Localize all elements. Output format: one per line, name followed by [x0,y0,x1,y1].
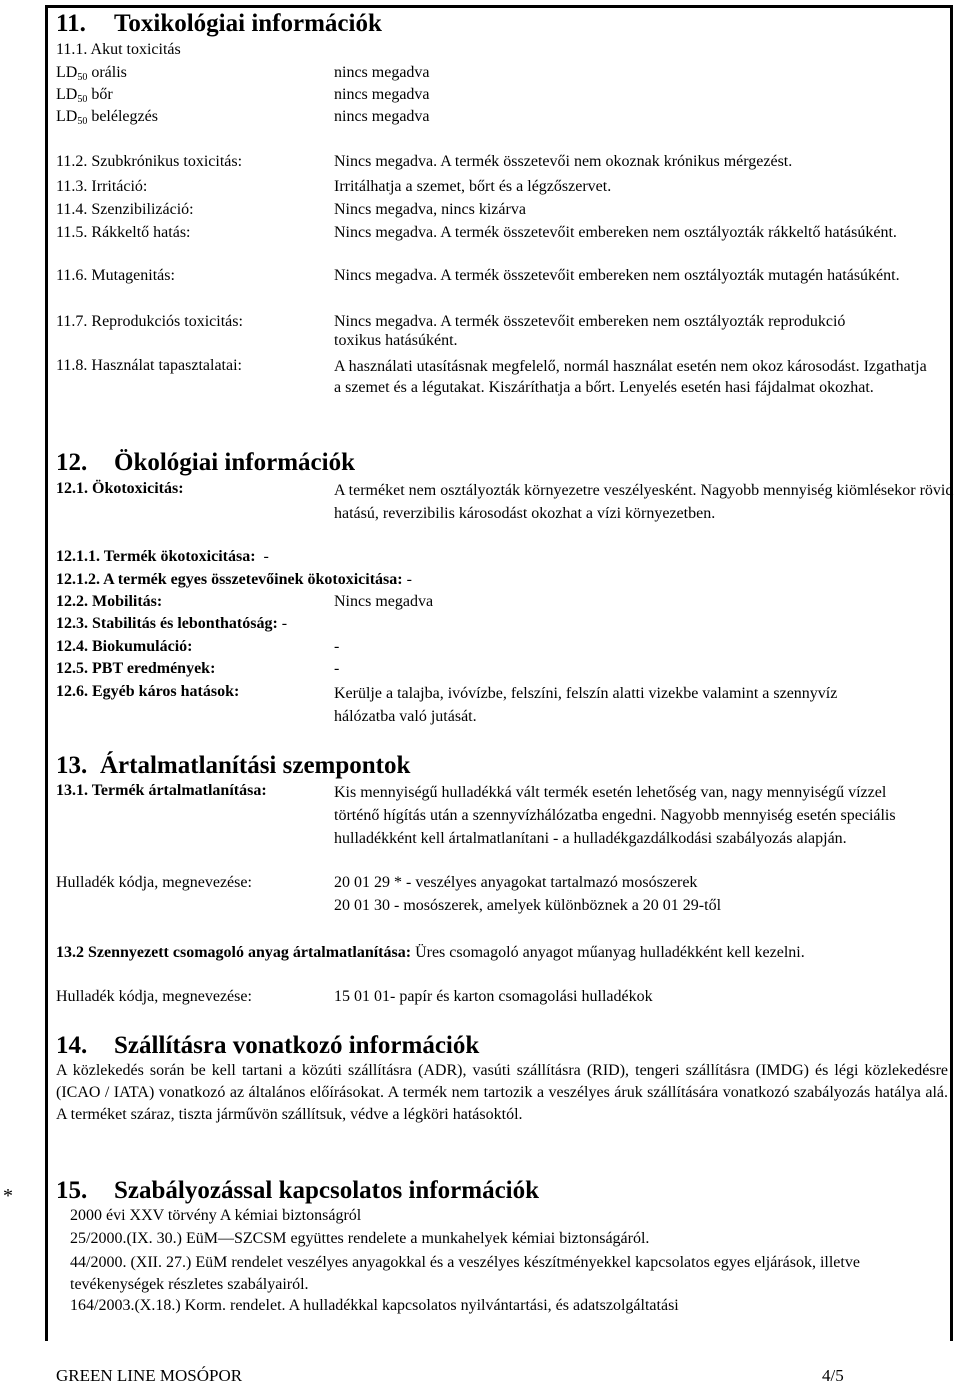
revision-marker: * [3,1185,13,1207]
product-disposal-label: 13.1. Termék ártalmatlanítása: [56,782,267,799]
ld50-oral-value: nincs megadva [334,64,430,81]
irritation-label: 11.3. Irritáció: [56,178,148,195]
regulation-line-4: 164/2003.(X.18.) Korm. rendelet. A hulladékkal kapcsolatos nyilvántartási, és adatszolgáltatási [70,1297,679,1314]
sensitization-value: Nincs megadva, nincs kizárva [334,201,526,218]
section-13-heading: 13. Ártalmatlanítási szempontok [56,752,411,779]
section-11-heading: 11. Toxikológiai információk [56,10,382,37]
regulation-line-3: 44/2000. (XII. 27.) EüM rendelet veszélyes anyagokkal és a veszélyes készítményekkel kapcsolatos egyes eljárások, illetve tevékenységek részletes szabályairól. [70,1254,860,1293]
carcinogenicity-label: 11.5. Rákkeltő hatás: [56,224,191,241]
footer-product-name: GREEN LINE MOSÓPOR [56,1366,243,1385]
ecotoxicity-label: 12.1. Ökotoxicitás: [56,480,184,497]
mobility-label: 12.2. Mobilitás: [56,593,163,610]
waste-code-1: 20 01 29 * - veszélyes anyagokat tartalmazó mosószerek [334,874,698,891]
section-15-heading: 15. Szabályozással kapcsolatos információk [56,1177,540,1204]
regulation-line-2: 25/2000.(IX. 30.) EüM—SZCSM együttes rendelete a munkahelyek kémiai biztonságáról. [70,1230,650,1247]
product-ecotoxicity-row: 12.1.1. Termék ökotoxicitása: - [56,548,269,565]
ld50-inhalation-label: $LD_{50}$ belélegzés [56,108,158,127]
components-ecotoxicity-row: 12.1.2. A termék egyes összetevőinek ökotoxicitása: - [56,571,412,588]
section-14-heading: 14. Szállításra vonatkozó információk [56,1032,480,1059]
irritation-value: Irritálhatja a szemet, bőrt és a légzőszervet. [334,178,612,195]
ld50-oral-label: $LD_{50}$ orális [56,64,127,83]
degradability-row: 12.3. Stabilitás és lebonthatóság: - [56,615,288,632]
reproductive-toxicity-label: 11.7. Reprodukciós toxicitás: [56,313,243,330]
ld50-skin-label: $LD_{50}$ bőr [56,86,113,105]
ld50-inhalation-value: nincs megadva [334,108,430,125]
usage-experience-value: A használati utasításnak megfelelő, normál használat esetén nem okoz károsodást. Izgathatja a szemet és a légutakat. Kiszáríthatja a bőrt. Lenyelés esetén hasi fájdalmat okozhat. [334,358,927,396]
pbt-label: 12.5. PBT eredmények: [56,660,216,677]
acute-toxicity-subheading: 11.1. Akut toxicitás [56,41,181,58]
subchronic-label: 11.2. Szubkrónikus toxicitás: [56,153,243,170]
packaging-waste-code-label: Hulladék kódja, megnevezése: [56,988,252,1005]
pbt-value: - [334,660,340,677]
packaging-disposal-row: 13.2 Szennyezett csomagoló anyag ártalmatlanítása: Üres csomagoló anyagot műanyag hulladékként kell kezelni. [56,944,805,961]
other-effects-label: 12.6. Egyéb káros hatások: [56,683,240,700]
waste-code-label: Hulladék kódja, megnevezése: [56,874,252,891]
waste-code-2: 20 01 30 - mosószerek, amelyek különböznek a 20 01 29-től [334,897,722,914]
bioaccumulation-value: - [334,638,340,655]
product-disposal-value: Kis mennyiségű hulladékká vált termék esetén lehetőség van, nagy mennyiségű vízzel történő hígítás után a szennyvízhálózatba engedni. Nagyobb mennyiség esetén speciális hulladékként kell ártalmatlanítani - a hulladékgazdálkodási szabályozás alapján. [334,784,896,847]
transport-text: A közlekedés során be kell tartani a közúti szállításra (ADR), vasúti szállításra (RID), tengeri szállításra (IMDG) és légi közlekedésre (ICAO / IATA) vonatkozó az általános előírásokat. A termék nem tartozik a veszélyes áruk szállítására vonatkozó szabályozás hatálya alá. A terméket száraz, tiszta járművön szállítsuk, védve a légköri hatásoktól. [56,1062,948,1123]
sensitization-label: 11.4. Szenzibilizáció: [56,201,194,218]
regulation-line-1: 2000 évi XXV törvény A kémiai biztonságról [70,1207,362,1224]
subchronic-value: Nincs megadva. A termék összetevői nem okoznak krónikus mérgezést. [334,153,793,170]
usage-experience-label: 11.8. Használat tapasztalatai: [56,357,242,374]
bioaccumulation-label: 12.4. Biokumuláció: [56,638,193,655]
mutagenicity-value: Nincs megadva. A termék összetevőit embereken nem osztályozták mutagén hatásúként. [334,267,900,284]
packaging-waste-code-value: 15 01 01- papír és karton csomagolási hulladékok [334,988,653,1005]
carcinogenicity-value: Nincs megadva. A termék összetevőit embereken nem osztályozták rákkeltő hatásúként. [334,224,897,241]
ecotoxicity-value: A terméket nem osztályozták környezetre veszélyesként. Nagyobb mennyiség kiömlésekor rövid hatású, reverzibilis károsodást okozhat a vízi környezetben. [334,482,954,522]
reproductive-toxicity-value: Nincs megadva. A termék összetevőit embereken nem osztályozták reprodukció toxikus hatásúként. [334,313,846,349]
footer-page-number: 4/5 [822,1366,844,1385]
mobility-value: Nincs megadva [334,593,434,610]
ld50-skin-value: nincs megadva [334,86,430,103]
section-12-heading: 12. Ökológiai információk [56,449,355,476]
mutagenicity-label: 11.6. Mutagenitás: [56,267,175,284]
other-effects-value: Kerülje a talajba, ivóvízbe, felszíni, felszín alatti vizekbe valamint a szennyvíz hálózatba való jutását. [334,685,838,725]
